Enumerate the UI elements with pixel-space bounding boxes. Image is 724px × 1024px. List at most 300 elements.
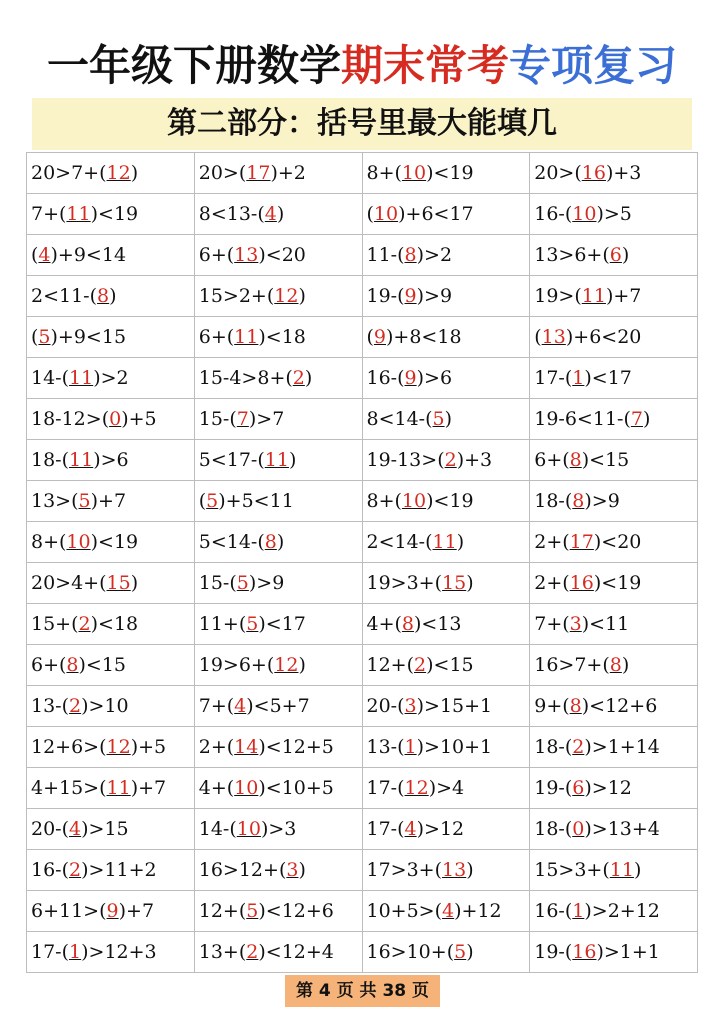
answer-value: 8 [66, 654, 79, 676]
exercise-cell [530, 850, 698, 891]
table-row [27, 809, 698, 850]
expression-prefix: 7+( [534, 613, 570, 635]
exercise-cell [362, 317, 530, 358]
answer-value: 13 [442, 859, 467, 881]
answer-value: 2 [69, 695, 82, 717]
expression-prefix: 6+( [198, 244, 235, 266]
answer-value: 9 [373, 326, 387, 348]
answer-value: 11 [609, 859, 634, 881]
exercise-cell [530, 727, 698, 768]
exercise-cell [27, 727, 195, 768]
answer-value: 5 [206, 490, 219, 512]
exercise-cell [362, 563, 530, 604]
expression-suffix: )+9<14 [50, 244, 127, 266]
expression-suffix: )+3 [605, 162, 642, 184]
answer-value: 13 [234, 244, 259, 266]
expression-suffix: )<11 [581, 613, 630, 635]
exercise-cell [194, 645, 362, 686]
exercise-cell [362, 645, 530, 686]
expression-prefix: 16-( [534, 900, 573, 922]
expression-suffix: )>2+12 [584, 900, 660, 922]
answer-value: 5 [454, 941, 467, 963]
expression-suffix: ) [466, 572, 474, 594]
answer-value: 1 [572, 900, 585, 922]
expression-prefix: 7+( [198, 695, 235, 717]
expression-prefix: 4+( [198, 777, 235, 799]
exercise-cell [194, 317, 362, 358]
exercise-cell [530, 276, 698, 317]
table-row [27, 440, 698, 481]
answer-value: 11 [69, 449, 94, 471]
answer-value: 10 [236, 818, 261, 840]
expression-suffix: ) [276, 203, 285, 225]
expression-suffix: )<10+5 [258, 777, 334, 799]
answer-value: 3 [569, 613, 582, 635]
expression-suffix: ) [276, 531, 285, 553]
expression-prefix: 6+( [198, 326, 235, 348]
expression-prefix: 4+15>( [31, 777, 107, 799]
expression-prefix: 18-( [534, 818, 573, 840]
expression-suffix: )>2 [93, 367, 129, 389]
table-row [27, 932, 698, 973]
expression-suffix: )>2 [416, 244, 453, 266]
expression-suffix: ) [642, 408, 651, 430]
answer-value: 2 [444, 449, 457, 471]
expression-prefix: 20>( [198, 162, 247, 184]
expression-suffix: )<19 [593, 572, 642, 594]
expression-prefix: 9+( [534, 695, 570, 717]
exercise-cell [194, 563, 362, 604]
expression-prefix: 19-13>( [366, 449, 445, 471]
exercise-cell [362, 358, 530, 399]
expression-prefix: 20-( [31, 818, 70, 840]
expression-prefix: 18-( [534, 736, 573, 758]
expression-prefix: 19>3+( [366, 572, 443, 594]
expression-suffix: )+7 [605, 285, 642, 307]
exercise-cell [27, 276, 195, 317]
expression-prefix: 20>4+( [31, 572, 107, 594]
exercise-cell [530, 440, 698, 481]
table-row [27, 686, 698, 727]
expression-prefix: ( [31, 244, 39, 266]
expression-suffix: ) [109, 285, 117, 307]
exercise-cell [194, 440, 362, 481]
expression-prefix: 5<14-( [198, 531, 265, 553]
expression-suffix: ) [298, 654, 306, 676]
exercise-cell [194, 235, 362, 276]
answer-value: 3 [286, 859, 299, 881]
exercise-cell [362, 850, 530, 891]
exercise-cell [530, 686, 698, 727]
expression-prefix: 11-( [366, 244, 405, 266]
exercise-cell [194, 522, 362, 563]
expression-prefix: ( [366, 203, 374, 225]
expression-prefix: 16-( [534, 203, 573, 225]
table-row [27, 481, 698, 522]
answer-value: 5 [246, 613, 259, 635]
answer-value: 6 [572, 777, 585, 799]
table-row [27, 522, 698, 563]
expression-suffix: )+6<20 [565, 326, 642, 348]
expression-prefix: 13-( [31, 695, 70, 717]
table-row [27, 645, 698, 686]
expression-prefix: 2+( [198, 736, 235, 758]
expression-suffix: )<19 [426, 162, 474, 184]
answer-value: 0 [572, 818, 585, 840]
answer-value: 16 [569, 572, 594, 594]
expression-prefix: 18-( [31, 449, 70, 471]
exercise-cell [530, 481, 698, 522]
expression-suffix: )+8<18 [386, 326, 462, 348]
exercise-cell [27, 522, 195, 563]
exercise-cell [362, 440, 530, 481]
expression-prefix: 15+( [31, 613, 79, 635]
answer-value: 16 [572, 941, 597, 963]
exercise-cell [27, 850, 195, 891]
expression-prefix: 11+( [198, 613, 247, 635]
answer-value: 10 [66, 531, 91, 553]
expression-prefix: 13>( [31, 490, 79, 512]
answer-value: 8 [404, 244, 417, 266]
answer-value: 8 [264, 531, 277, 553]
answer-value: 10 [401, 490, 427, 512]
answer-value: 4 [264, 203, 277, 225]
expression-prefix: 17-( [534, 367, 573, 389]
expression-prefix: 15-4>8+( [198, 367, 293, 389]
expression-suffix: )+9<15 [50, 326, 127, 348]
answer-value: 8 [97, 285, 110, 307]
answer-value: 8 [572, 490, 585, 512]
answer-value: 8 [569, 449, 582, 471]
exercise-cell [194, 153, 362, 194]
answer-value: 16 [581, 162, 606, 184]
expression-prefix: 13-( [366, 736, 405, 758]
expression-prefix: 14-( [31, 367, 70, 389]
expression-suffix: )+5<11 [218, 490, 294, 512]
expression-suffix: )<12+6 [258, 900, 334, 922]
expression-suffix: )>3 [260, 818, 297, 840]
expression-prefix: 16-( [31, 859, 70, 881]
exercise-cell [194, 399, 362, 440]
expression-suffix: )>12 [584, 777, 632, 799]
expression-prefix: 13+( [198, 941, 247, 963]
expression-suffix: )>7 [248, 408, 285, 430]
table-row [27, 727, 698, 768]
answer-value: 6 [609, 244, 622, 266]
expression-suffix: ) [621, 244, 630, 266]
expression-prefix: 12+6>( [31, 736, 107, 758]
expression-prefix: 12+( [366, 654, 415, 676]
expression-suffix: )>9 [584, 490, 620, 512]
expression-prefix: 15-( [198, 408, 237, 430]
expression-suffix: )+3 [456, 449, 493, 471]
table-row [27, 563, 698, 604]
expression-suffix: )>9 [416, 285, 453, 307]
answer-value: 2 [78, 613, 91, 635]
exercise-cell [530, 358, 698, 399]
expression-suffix: )>9 [248, 572, 285, 594]
exercise-cell [194, 850, 362, 891]
expression-suffix: )<18 [258, 326, 306, 348]
expression-prefix: 16>7+( [534, 654, 610, 676]
exercise-cell [27, 194, 195, 235]
expression-suffix: ) [456, 531, 465, 553]
exercise-cell [194, 891, 362, 932]
answer-value: 8 [401, 613, 415, 635]
exercise-cell [530, 399, 698, 440]
expression-suffix: )>13+4 [584, 818, 660, 840]
expression-prefix: 16>12+( [198, 859, 287, 881]
expression-suffix: )>12 [416, 818, 465, 840]
answer-value: 14 [234, 736, 259, 758]
exercise-cell [362, 727, 530, 768]
exercise-table-body [27, 153, 698, 973]
expression-prefix: 4+( [366, 613, 402, 635]
exercise-cell [362, 399, 530, 440]
answer-value: 15 [106, 572, 131, 594]
exercise-cell [27, 932, 195, 973]
expression-suffix: )+12 [454, 900, 502, 922]
exercise-cell [27, 686, 195, 727]
answer-value: 12 [106, 736, 131, 758]
exercise-cell [530, 235, 698, 276]
answer-value: 12 [274, 285, 299, 307]
answer-value: 4 [234, 695, 247, 717]
expression-prefix: 19-( [366, 285, 405, 307]
answer-value: 17 [246, 162, 271, 184]
answer-value: 3 [404, 695, 417, 717]
expression-prefix: 8+( [366, 162, 402, 184]
exercise-cell [362, 686, 530, 727]
answer-value: 1 [69, 941, 82, 963]
expression-prefix: 15>2+( [198, 285, 275, 307]
answer-value: 2 [69, 859, 82, 881]
expression-prefix: 17>3+( [366, 859, 443, 881]
expression-suffix: )+5 [121, 408, 157, 430]
expression-suffix: ) [298, 285, 306, 307]
expression-suffix: )<20 [258, 244, 306, 266]
exercise-cell [362, 604, 530, 645]
expression-prefix: 19-( [534, 777, 573, 799]
exercise-cell [27, 317, 195, 358]
expression-suffix: )<18 [90, 613, 139, 635]
exercise-cell [362, 809, 530, 850]
table-row [27, 358, 698, 399]
answer-value: 11 [66, 203, 91, 225]
expression-suffix: ) [130, 162, 139, 184]
exercise-cell [27, 809, 195, 850]
answer-value: 11 [264, 449, 289, 471]
expression-prefix: ( [31, 326, 39, 348]
answer-value: 2 [414, 654, 427, 676]
expression-prefix: 8+( [31, 531, 67, 553]
answer-value: 11 [69, 367, 94, 389]
expression-prefix: 17-( [366, 777, 405, 799]
expression-prefix: 15>3+( [534, 859, 610, 881]
expression-suffix: ) [466, 859, 474, 881]
exercise-cell [530, 317, 698, 358]
answer-value: 8 [569, 695, 582, 717]
exercise-cell [27, 768, 195, 809]
expression-suffix: )<19 [426, 490, 474, 512]
answer-value: 10 [401, 162, 427, 184]
exercise-cell [530, 604, 698, 645]
expression-prefix: 6+( [534, 449, 570, 471]
table-row [27, 604, 698, 645]
expression-suffix: )>1+1 [596, 941, 660, 963]
answer-value: 5 [236, 572, 249, 594]
exercise-cell [362, 891, 530, 932]
expression-suffix: ) [288, 449, 297, 471]
answer-value: 12 [404, 777, 429, 799]
title-part-grade: 一年级下册数学 [46, 41, 341, 90]
answer-value: 12 [106, 162, 131, 184]
exercise-cell [530, 563, 698, 604]
exercise-cell [27, 645, 195, 686]
title-part-review: 专项复习 [509, 41, 678, 90]
expression-suffix: )<12+4 [258, 941, 334, 963]
exercise-cell [27, 891, 195, 932]
expression-suffix: )<15 [426, 654, 474, 676]
answer-value: 1 [404, 736, 417, 758]
exercise-cell [194, 358, 362, 399]
answer-value: 9 [404, 367, 417, 389]
expression-prefix: 16-( [366, 367, 405, 389]
expression-suffix: )>1+14 [584, 736, 660, 758]
exercise-table [26, 152, 698, 973]
expression-suffix: )+7 [130, 777, 167, 799]
expression-suffix: )<12+5 [258, 736, 334, 758]
expression-prefix: 17-( [31, 941, 70, 963]
expression-prefix: 19>( [534, 285, 582, 307]
exercise-cell [530, 891, 698, 932]
answer-value: 5 [246, 900, 259, 922]
answer-value: 11 [234, 326, 259, 348]
expression-prefix: 18-( [534, 490, 573, 512]
exercise-cell [530, 645, 698, 686]
exercise-cell [194, 686, 362, 727]
answer-value: 7 [630, 408, 643, 430]
exercise-cell [362, 194, 530, 235]
expression-suffix: )<20 [593, 531, 642, 553]
expression-prefix: 8<14-( [366, 408, 433, 430]
answer-value: 11 [106, 777, 131, 799]
exercise-cell [27, 235, 195, 276]
exercise-cell [530, 194, 698, 235]
expression-prefix: 15-( [198, 572, 237, 594]
exercise-cell [362, 276, 530, 317]
expression-prefix: 8<13-( [198, 203, 265, 225]
answer-value: 2 [246, 941, 259, 963]
exercise-cell [530, 932, 698, 973]
table-row [27, 768, 698, 809]
expression-suffix: )<19 [90, 531, 139, 553]
table-row [27, 850, 698, 891]
expression-suffix: ) [130, 572, 139, 594]
table-row [27, 235, 698, 276]
exercise-cell [530, 809, 698, 850]
expression-prefix: 19-( [534, 941, 573, 963]
exercise-cell [362, 768, 530, 809]
exercise-cell [194, 604, 362, 645]
exercise-cell [530, 153, 698, 194]
expression-suffix: )>12+3 [81, 941, 157, 963]
expression-prefix: 17-( [366, 818, 405, 840]
exercise-cell [362, 153, 530, 194]
expression-prefix: 13>6+( [534, 244, 610, 266]
exercise-cell [27, 153, 195, 194]
expression-suffix: )>10 [81, 695, 129, 717]
expression-suffix: )+7 [118, 900, 155, 922]
expression-suffix: )>15 [81, 818, 129, 840]
answer-value: 5 [78, 490, 91, 512]
exercise-cell [194, 809, 362, 850]
expression-suffix: ) [444, 408, 453, 430]
table-row [27, 399, 698, 440]
expression-suffix: )<13 [414, 613, 462, 635]
answer-value: 10 [234, 777, 259, 799]
exercise-cell [362, 481, 530, 522]
expression-prefix: 2<11-( [31, 285, 98, 307]
answer-value: 9 [106, 900, 119, 922]
exercise-cell [362, 235, 530, 276]
expression-prefix: 20>( [534, 162, 582, 184]
exercise-cell [194, 481, 362, 522]
expression-prefix: 20>7+( [31, 162, 107, 184]
answer-value: 12 [274, 654, 299, 676]
exercise-cell [194, 932, 362, 973]
answer-value: 0 [109, 408, 122, 430]
table-row [27, 276, 698, 317]
expression-prefix: 10+5>( [366, 900, 443, 922]
expression-suffix: )>4 [428, 777, 465, 799]
exercise-cell [27, 399, 195, 440]
expression-prefix: 12+( [198, 900, 247, 922]
expression-prefix: 2+( [534, 572, 570, 594]
expression-suffix: )+6<17 [398, 203, 474, 225]
expression-prefix: 18-12>( [31, 408, 110, 430]
expression-prefix: 2+( [534, 531, 570, 553]
expression-prefix: 5<17-( [198, 449, 265, 471]
table-row [27, 194, 698, 235]
answer-value: 11 [581, 285, 606, 307]
expression-suffix: )<19 [90, 203, 139, 225]
exercise-cell [27, 481, 195, 522]
expression-suffix: )>6 [416, 367, 453, 389]
expression-suffix: )>15+1 [416, 695, 493, 717]
answer-value: 7 [236, 408, 249, 430]
exercise-cell [194, 194, 362, 235]
expression-prefix: 7+( [31, 203, 67, 225]
answer-value: 13 [541, 326, 566, 348]
exercise-cell [530, 768, 698, 809]
answer-value: 4 [38, 244, 51, 266]
exercise-cell [530, 522, 698, 563]
expression-prefix: ( [366, 326, 374, 348]
exercise-cell [362, 932, 530, 973]
expression-suffix: )+5 [130, 736, 167, 758]
expression-suffix: ) [304, 367, 313, 389]
answer-value: 17 [569, 531, 594, 553]
exercise-cell [194, 768, 362, 809]
expression-prefix: ( [534, 326, 542, 348]
answer-value: 5 [432, 408, 445, 430]
expression-prefix: 14-( [198, 818, 237, 840]
answer-value: 11 [432, 531, 457, 553]
exercise-cell [27, 563, 195, 604]
answer-value: 10 [572, 203, 597, 225]
table-row [27, 317, 698, 358]
